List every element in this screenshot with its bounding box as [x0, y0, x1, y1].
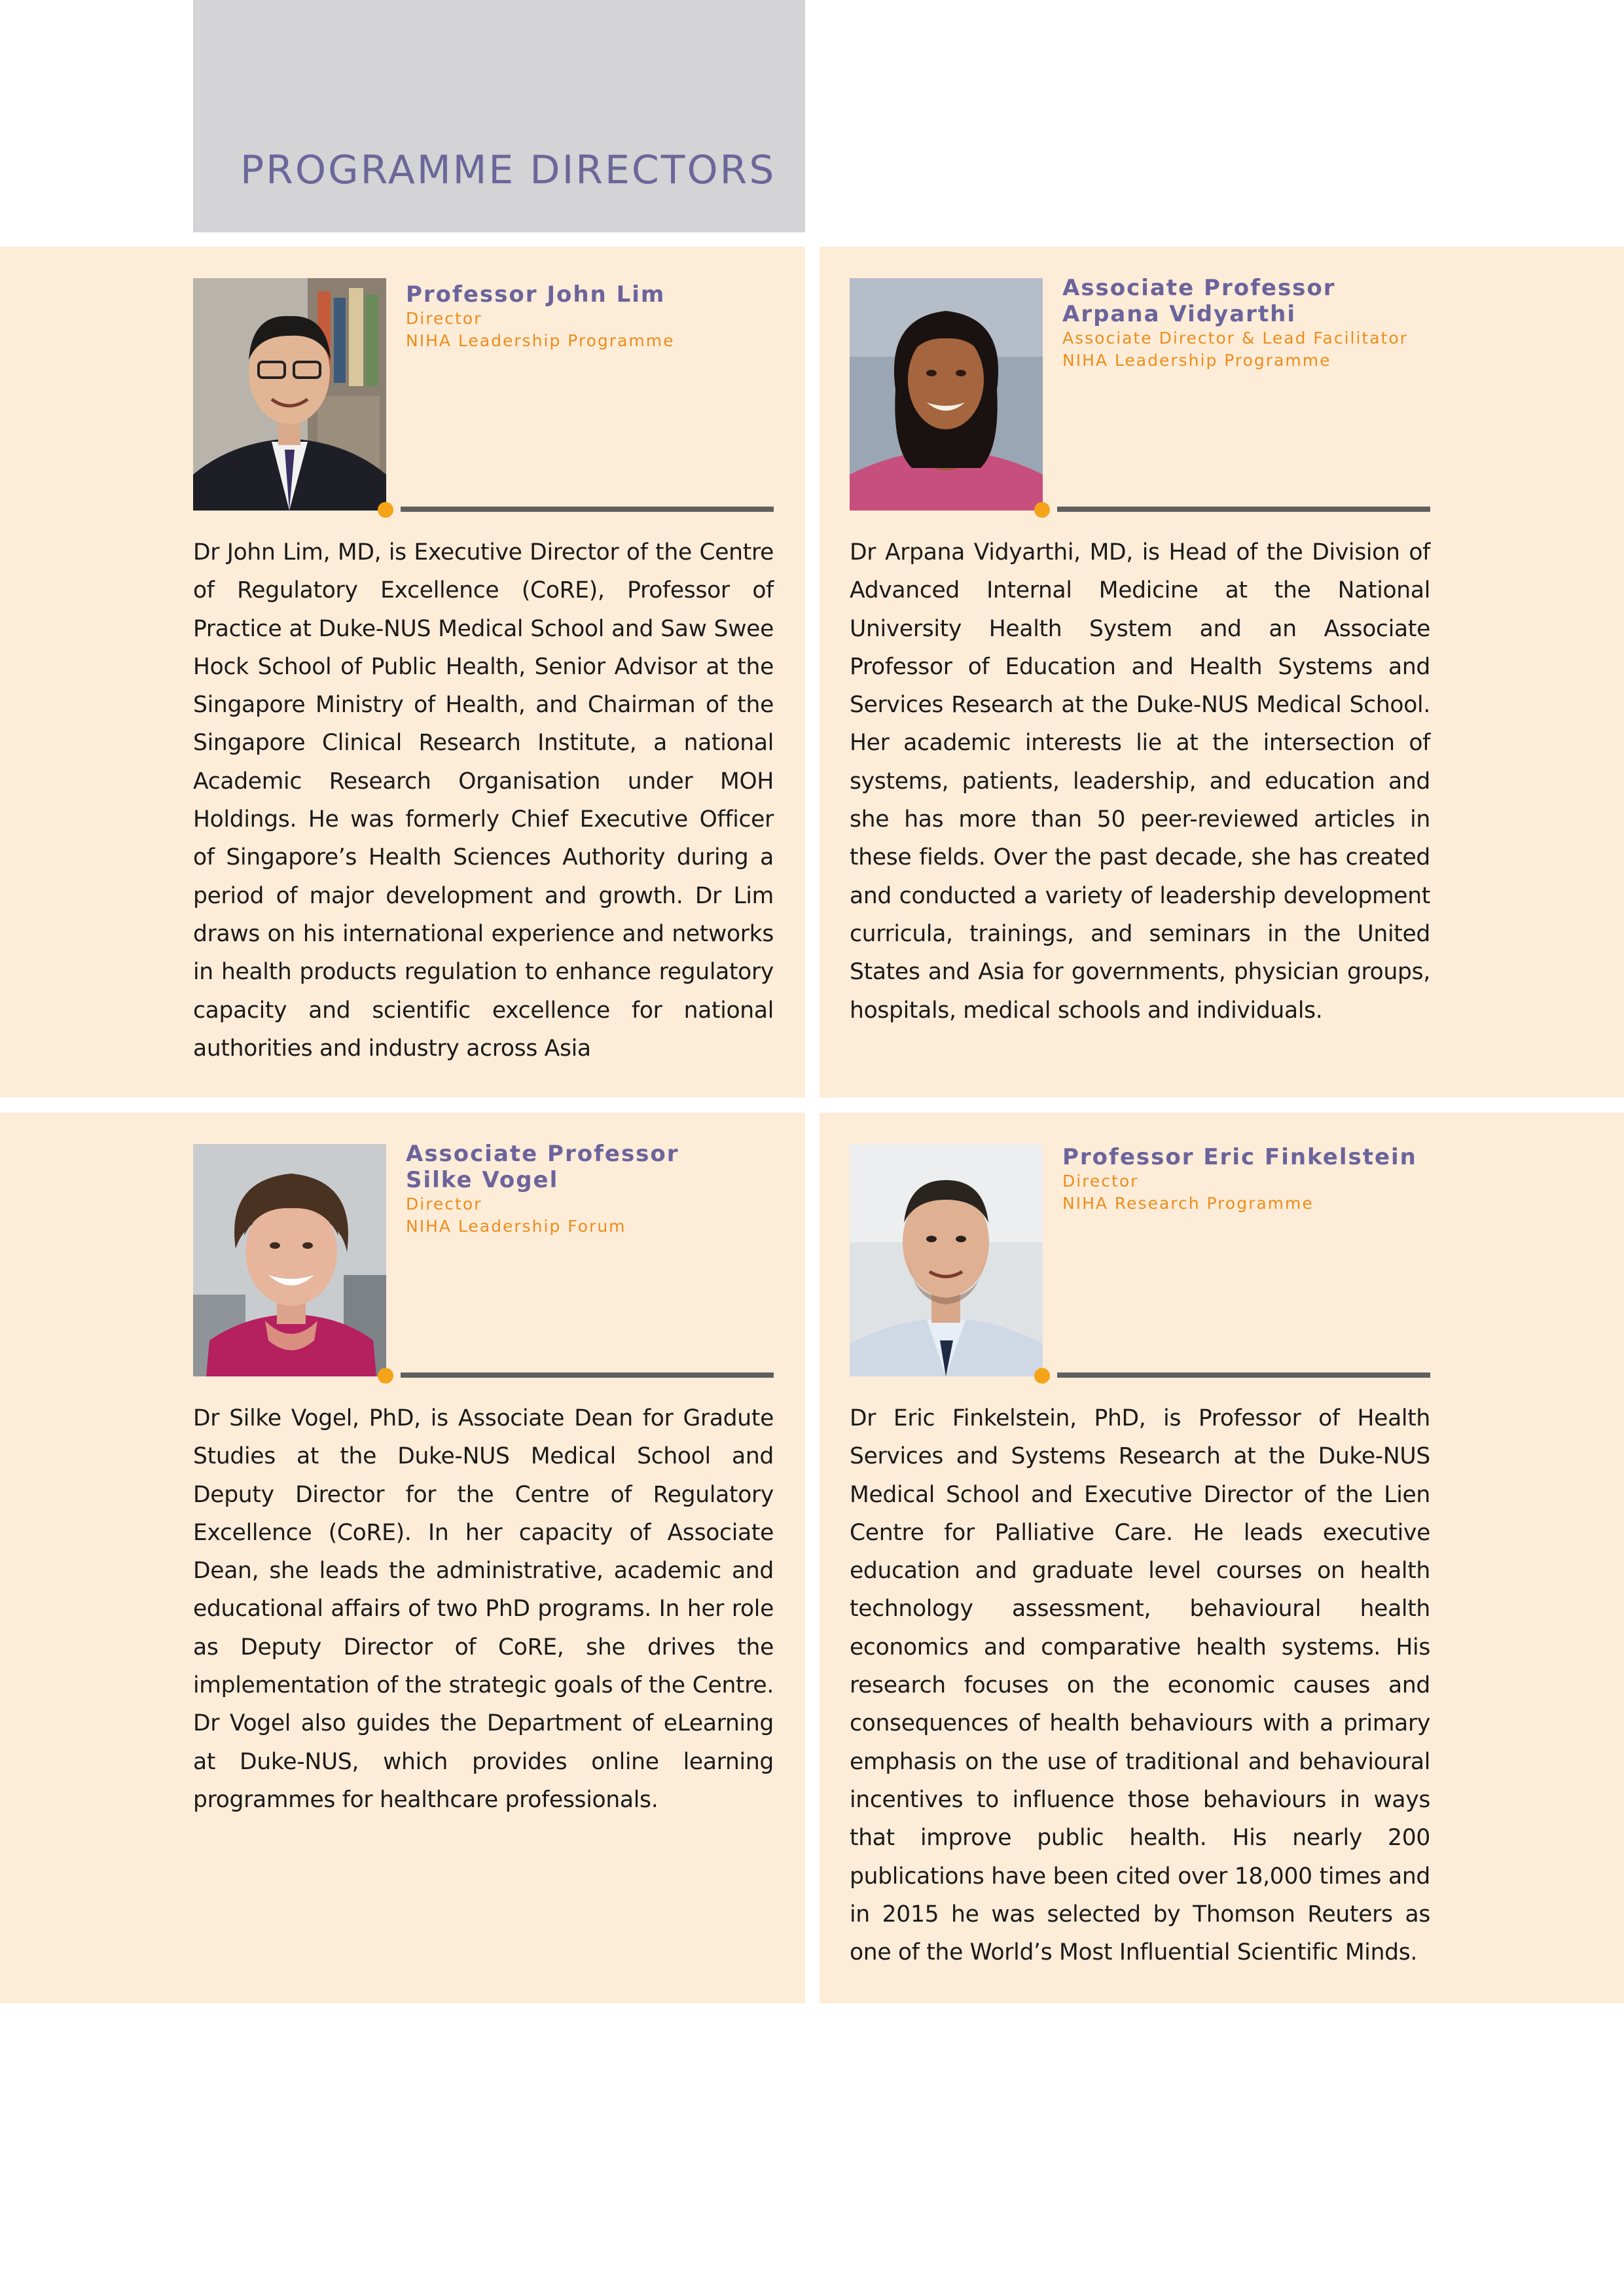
- divider-line: [401, 1372, 774, 1378]
- director-title: Director: [406, 1194, 482, 1213]
- director-name: Professor Eric Finkelstein: [1062, 1144, 1417, 1170]
- divider-line: [1057, 507, 1430, 512]
- divider-dot: [378, 502, 393, 518]
- director-name: Associate Professor: [1062, 275, 1336, 301]
- photo-eric-finkelstein: [850, 1144, 1043, 1376]
- divider-line: [401, 507, 774, 512]
- photo-arpana-vidyarthi: [850, 278, 1043, 511]
- name-block-john-lim: [406, 281, 799, 352]
- photo-john-lim: [193, 278, 386, 511]
- header-banner: [193, 0, 805, 232]
- name-block-silke-vogel: [406, 1141, 799, 1238]
- divider-dot: [1034, 502, 1050, 518]
- bio-arpana-vidyarthi: Dr Arpana Vidyarthi, MD, is Head of the Division of Advanced Internal Medicine at the National University Health System and an Associate Professor of Education and Health Systems and Services Research at the Duke-NUS Medical School. Her academic interests lie at the intersection of systems, patients, leadership, and education and she has more than 50 peer-reviewed articles in these fields. Over the past decade, she has created and conducted a variety of leadership development curricula, trainings, and seminars in the United States and Asia for governments, physician groups, hospitals, medical schools and individuals.: [850, 539, 1430, 1024]
- page-title: PROGRAMME DIRECTORS: [240, 147, 776, 193]
- director-name: Professor John Lim: [406, 281, 666, 308]
- name-block-arpana-vidyarthi: [1062, 275, 1468, 372]
- director-name: Arpana Vidyarthi: [1062, 301, 1297, 327]
- director-programme: NIHA Research Programme: [1062, 1194, 1314, 1213]
- director-name: Associate Professor: [406, 1141, 679, 1167]
- director-title: Associate Director & Lead Facilitator: [1062, 329, 1408, 348]
- director-name: Silke Vogel: [406, 1167, 559, 1193]
- director-title: Director: [1062, 1172, 1139, 1191]
- divider-dot: [378, 1368, 393, 1384]
- director-programme: NIHA Leadership Programme: [1062, 351, 1331, 370]
- director-programme: NIHA Leadership Forum: [406, 1217, 626, 1236]
- bio-silke-vogel: Dr Silke Vogel, PhD, is Associate Dean for Gradute Studies at the Duke-NUS Medical School and Deputy Director for the Centre of Regulatory Excellence (CoRE). In her capacity of Associate Dean, she leads the administrative, academic and educational affairs of two PhD programs. In her role as Deputy Director of CoRE, she drives the implementation of the strategic goals of the Centre. Dr Vogel also guides the Department of eLearning at Duke-NUS, which provides online learning programmes for healthcare professionals.: [193, 1405, 774, 1813]
- divider-line: [1057, 1372, 1430, 1378]
- director-programme: NIHA Leadership Programme: [406, 331, 675, 350]
- name-block-eric-finkelstein: [1062, 1144, 1468, 1215]
- bio-eric-finkelstein: Dr Eric Finkelstein, PhD, is Professor of Health Services and Systems Research at the Duke-NUS Medical School and Executive Director of the Lien Centre for Palliative Care. He leads executive education and graduate level courses on health technology assessment, behavioural health economics and comparative health systems. His research focuses on the economic causes and consequences of health behaviours with a primary emphasis on the use of traditional and behavioural incentives to influence those behaviours in ways that improve public health. His nearly 200 publications have been cited over 18,000 times and in 2015 he was selected by Thomson Reuters as one of the World’s Most Influential Scientific Minds.: [850, 1405, 1430, 1966]
- photo-silke-vogel: [193, 1144, 386, 1376]
- divider-dot: [1034, 1368, 1050, 1384]
- bio-john-lim: Dr John Lim, MD, is Executive Director of the Centre of Regulatory Excellence (CoRE), Professor of Practice at Duke-NUS Medical School and Saw Swee Hock School of Public Health, Senior Advisor at the Singapore Ministry of Health, and Chairman of the Singapore Clinical Research Institute, a national Academic Research Organisation under MOH Holdings. He was formerly Chief Executive Officer of Singapore’s Health Sciences Authority during a period of major development and growth. Dr Lim draws on his international experience and networks in health products regulation to enhance regulatory capacity and scientific excellence for national authorities and industry across Asia: [193, 539, 774, 1062]
- director-title: Director: [406, 309, 482, 328]
